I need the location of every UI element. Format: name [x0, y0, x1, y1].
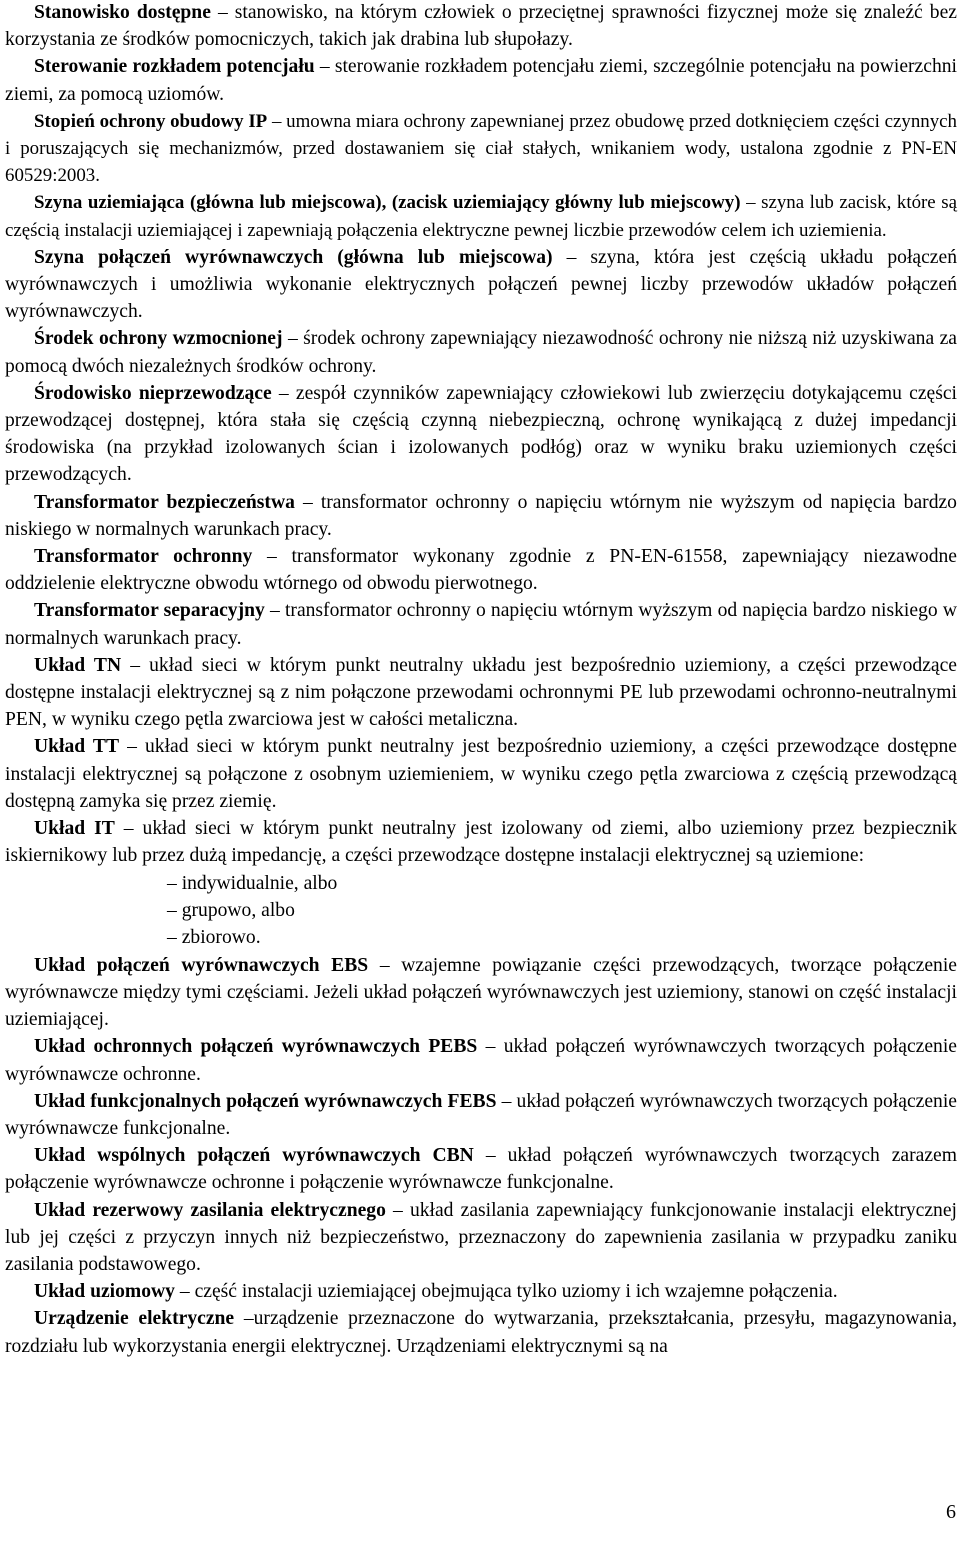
- entry-term: Szyna połączeń wyrównawczych (główna lub miejscowa): [34, 246, 553, 268]
- entry-term: Układ połączeń wyrównawczych EBS: [34, 954, 369, 976]
- entry-term: Układ uziomowy: [34, 1281, 175, 1303]
- entry-term: Układ IT: [34, 818, 115, 840]
- glossary-entry: [5, 380, 957, 489]
- entry-definition: – transformator wykonany zgodnie z PN-EN-61558, zapewniający niezawodne oddzielenie elektryczne obwodu wtórnego od obwodu pierwotnego.: [5, 546, 957, 595]
- entry-definition: – szyna, która jest częścią układu połączeń wyrównawczych i umożliwia wykonanie elektrycznych połączeń pewnej liczby przewodów układów połączeń wyrównawczych.: [5, 246, 957, 323]
- glossary-entry: [5, 1142, 957, 1196]
- entry-term: Układ TN: [34, 654, 122, 676]
- entry-term: Układ funkcjonalnych połączeń wyrównawczych FEBS: [34, 1090, 497, 1112]
- entry-definition: – transformator ochronny o napięciu wtórnym nie wyższym od napięcia bardzo niskiego w normalnych warunkach pracy.: [5, 491, 957, 540]
- glossary-entry: [5, 652, 957, 734]
- entry-definition: – układ połączeń wyrównawczych tworzących zarazem połączenie wyrównawcze ochronne i połączenie wyrównawcze funkcjonalne.: [5, 1145, 957, 1194]
- entry-definition: – szyna lub zacisk, które są częścią instalacji uziemiającej i zapewniają połączenia elektryczne pewnej liczbie przewodów celem ich uziemienia.: [5, 192, 958, 241]
- entry-term: Urządzenie elektryczne: [34, 1308, 235, 1330]
- entry-term: Środowisko nieprzewodzące: [34, 382, 272, 404]
- entry-term: Układ wspólnych połączeń wyrównawczych CBN: [34, 1145, 474, 1167]
- glossary-entry: [5, 815, 957, 869]
- glossary-entry: [5, 952, 957, 1034]
- it-grounding-list: [5, 870, 957, 952]
- entry-definition: – transformator ochronny o napięciu wtórnym wyższym od napięcia bardzo niskiego w normalnych warunkach pracy.: [5, 600, 957, 649]
- list-item: – indywidualnie, albo: [167, 872, 338, 894]
- glossary-entry: [5, 543, 957, 597]
- entry-definition: – układ sieci w którym punkt neutralny jest izolowany od ziemi, albo uziemiony przez bezpiecznik iskiernikowy lub przez dużą impedancję, a części przewodzące dostępne instalacji elektrycznej są uziemione:: [5, 818, 958, 867]
- entry-definition: – umowna miara ochrony zapewnianej przez obudowę przed dotknięciem części czynnych i poruszających się mechanizmów, przed dostawaniem się ciał stałych, wnikaniem wody, ustalona zgodnie z PN-EN 60529:2003.: [5, 110, 957, 187]
- glossary-entry: [5, 597, 957, 651]
- entry-definition: – środek ochrony zapewniający niezawodność ochrony nie niższą niż uzyskiwana za pomocą dwóch niezależnych środków ochrony.: [5, 328, 957, 377]
- glossary-entry: [5, 1278, 957, 1305]
- glossary-entry: [5, 108, 957, 190]
- entry-term: Transformator bezpieczeństwa: [34, 491, 295, 513]
- entry-definition: – wzajemne powiązanie części przewodzących, tworzące połączenie wyrównawcze między tymi częściami. Jeżeli układ połączeń wyrównawczych jest uziemiony, stanowi on część instalacji uziemiającej.: [5, 954, 957, 1031]
- glossary-entries: [5, 0, 957, 1360]
- glossary-entry: [5, 189, 957, 243]
- glossary-entry: [5, 1305, 957, 1359]
- entry-definition: – sterowanie rozkładem potencjału ziemi, szczególnie potencjału na powierzchni ziemi, za pomocą uziomów.: [5, 56, 957, 105]
- page-number: 6: [946, 1501, 956, 1523]
- glossary-entry: [5, 244, 957, 326]
- entry-definition: – układ sieci w którym punkt neutralny jest bezpośrednio uziemiony, a części przewodzące dostępne instalacji elektrycznej są połączone z osobnym uziemieniem, w wyniku czego pętla zwarciowa z częścią przewodzącą dostępną zamyka się przez ziemię.: [5, 736, 957, 812]
- entry-definition: – układ połączeń wyrównawczych tworzących połączenie wyrównawcze funkcjonalne.: [5, 1090, 957, 1139]
- entry-term: Układ rezerwowy zasilania elektrycznego: [34, 1199, 386, 1221]
- entry-term: Środek ochrony wzmocnionej: [34, 328, 283, 350]
- glossary-entry: [5, 53, 957, 107]
- entry-definition: – układ zasilania zapewniający funkcjonowanie instalacji elektrycznej lub jej części z przyczyn innych niż bezpieczeństwo, przeznaczony do zapewnienia zasilania w przypadku zaniku zasilania podstawowego.: [5, 1199, 957, 1275]
- entry-term: Układ ochronnych połączeń wyrównawczych PEBS: [34, 1036, 478, 1058]
- entry-definition: – zespół czynników zapewniający człowiekowi lub zwierzęciu dotykającemu części przewodzącej dostępnej, która stała się częścią czynną niebezpieczną, ochronę wynikającą z dużej impedancji środowiska (na przykład izolowanych ścian i izolowanych podłóg) oraz w wyniku braku uziemionych części przewodzących.: [5, 382, 957, 486]
- entry-definition: – stanowisko, na którym człowiek o przeciętnej sprawności fizycznej może się znaleźć bez korzystania ze środków pomocniczych, takich jak drabina lub słupołazy.: [5, 2, 957, 51]
- entry-term: Stanowisko dostępne: [34, 2, 211, 23]
- entry-definition: – układ połączeń wyrównawczych tworzących połączenie wyrównawcze ochronne.: [5, 1036, 957, 1085]
- entry-term: Układ TT: [34, 736, 120, 758]
- glossary-entry: [5, 325, 957, 379]
- list-item: – grupowo, albo: [167, 899, 295, 921]
- glossary-entry: [5, 489, 957, 543]
- entry-definition: – układ sieci w którym punkt neutralny układu jest bezpośrednio uziemiony, a części przewodzące dostępne instalacji elektrycznej są z nim połączone przewodami ochronnymi PE lub przewodami ochronno-neutralnymi PEN, w wyniku czego pętla zwarciowa jest w całości metaliczna.: [5, 654, 957, 731]
- glossary-entry: [5, 1088, 957, 1142]
- list-item: – zbiorowo.: [167, 927, 261, 949]
- entry-term: Transformator separacyjny: [34, 600, 265, 622]
- entry-term: Szyna uziemiająca (główna lub miejscowa), (zacisk uziemiający główny lub miejscowy): [34, 192, 741, 214]
- entry-term: Stopień ochrony obudowy IP: [34, 110, 268, 132]
- entry-definition: – część instalacji uziemiającej obejmująca tylko uziomy i ich wzajemne połączenia.: [174, 1281, 838, 1303]
- glossary-entry: [5, 1033, 957, 1087]
- glossary-entry: [5, 0, 957, 53]
- entry-term: Transformator ochronny: [34, 546, 253, 568]
- glossary-entry: [5, 733, 957, 815]
- entry-term: Sterowanie rozkładem potencjału: [34, 56, 315, 78]
- glossary-entry: [5, 1197, 957, 1279]
- entry-definition: –urządzenie przeznaczone do wytwarzania, przekształcania, przesyłu, magazynowania, rozdziału lub wykorzystania energii elektrycznej. Urządzeniami elektrycznymi są na: [5, 1308, 957, 1357]
